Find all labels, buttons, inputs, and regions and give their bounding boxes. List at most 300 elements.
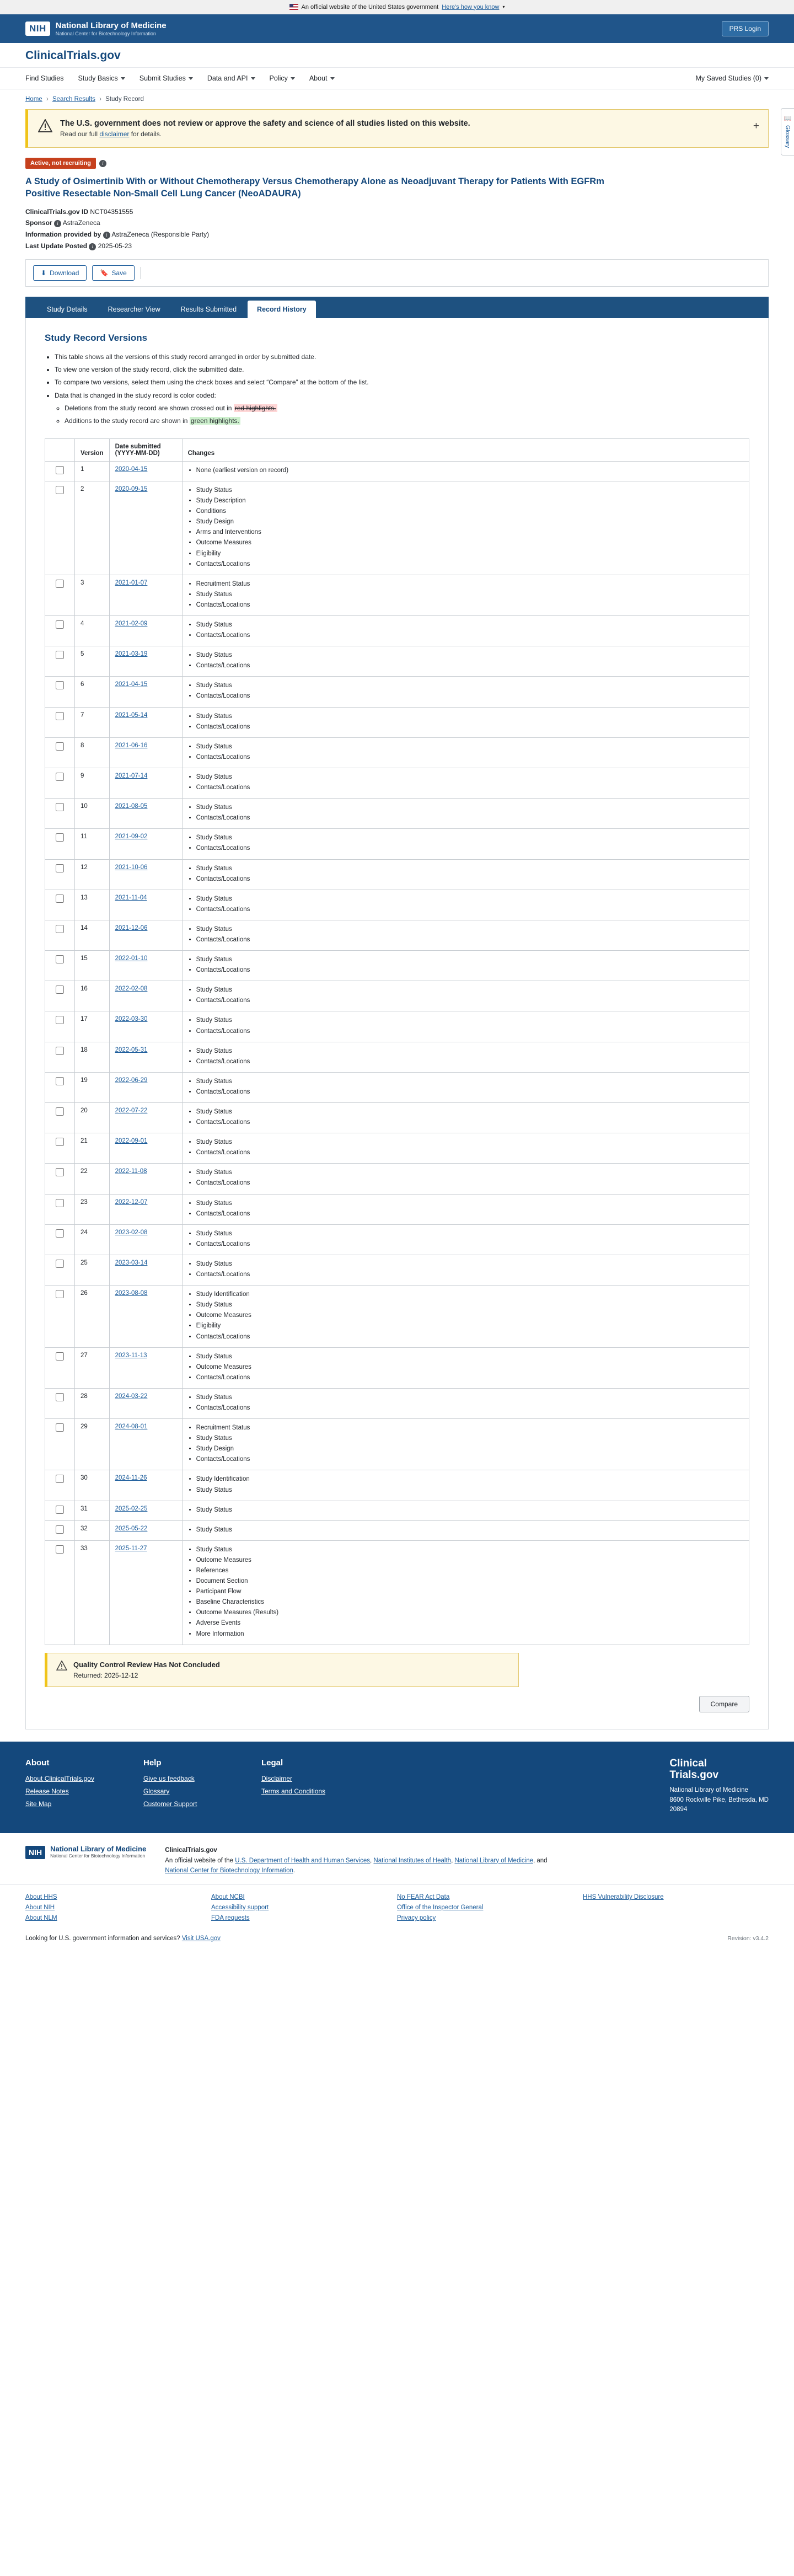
footer-link-about-ncbi[interactable]: About NCBI bbox=[211, 1894, 245, 1901]
version-checkbox[interactable] bbox=[56, 1107, 64, 1116]
row-select-cell bbox=[45, 1540, 75, 1645]
footer-link-no-fear-act[interactable]: No FEAR Act Data bbox=[397, 1894, 450, 1901]
intro-list bbox=[55, 352, 749, 426]
version-date-link[interactable]: 2023-02-08 bbox=[115, 1229, 148, 1236]
download-icon: ⬇ bbox=[41, 269, 47, 277]
change-item: • None (earliest version on record) bbox=[196, 466, 743, 475]
alert-title: The U.S. government does not review or approve the safety and science of all studies listed on this website. bbox=[60, 119, 470, 128]
version-changes-cell bbox=[182, 1501, 749, 1520]
footer-bottom-text: Looking for U.S. government information and services? bbox=[25, 1935, 180, 1942]
version-date-link[interactable]: 2021-03-19 bbox=[115, 651, 148, 658]
change-item: • Study Status bbox=[196, 1229, 743, 1238]
version-date-link[interactable]: 2020-09-15 bbox=[115, 485, 148, 492]
version-number-cell: 23 bbox=[75, 1194, 110, 1224]
version-date-link[interactable]: 2022-12-07 bbox=[115, 1198, 148, 1206]
change-item: • Outcome Measures bbox=[196, 538, 743, 547]
change-item: • Study Status bbox=[196, 1138, 743, 1147]
column-header-version: Version bbox=[75, 438, 110, 461]
version-checkbox[interactable] bbox=[56, 986, 64, 994]
tab-study-details[interactable]: Study Details bbox=[47, 305, 88, 313]
version-checkbox[interactable] bbox=[56, 1138, 64, 1146]
version-checkbox[interactable] bbox=[56, 1290, 64, 1298]
change-item: • Study Status bbox=[196, 1506, 743, 1514]
version-date-link[interactable]: 2022-03-30 bbox=[115, 1016, 148, 1023]
version-date-link[interactable]: 2021-01-07 bbox=[115, 579, 148, 586]
version-date-link[interactable]: 2023-03-14 bbox=[115, 1259, 148, 1266]
change-item: • Outcome Measures bbox=[196, 1556, 743, 1565]
compare-button[interactable]: Compare bbox=[699, 1696, 749, 1712]
version-number-cell: 26 bbox=[75, 1286, 110, 1347]
change-item: • More Information bbox=[196, 1630, 743, 1638]
sponsor-label: Sponsor bbox=[25, 218, 52, 227]
table-row bbox=[45, 737, 749, 768]
change-item: • Study Identification bbox=[196, 1290, 743, 1299]
table-row bbox=[45, 1347, 749, 1388]
version-date-link[interactable]: 2021-09-02 bbox=[115, 833, 148, 840]
version-number-cell: 32 bbox=[75, 1520, 110, 1540]
change-item: • Contacts/Locations bbox=[196, 875, 743, 883]
chevron-down-icon bbox=[251, 77, 255, 80]
change-item: • Contacts/Locations bbox=[196, 1404, 743, 1412]
change-item: • Study Identification bbox=[196, 1475, 743, 1484]
row-select-cell bbox=[45, 920, 75, 950]
change-item: • Contacts/Locations bbox=[196, 601, 743, 609]
version-date-link[interactable]: 2024-03-22 bbox=[115, 1393, 148, 1400]
info-icon[interactable]: i bbox=[99, 160, 106, 167]
version-checkbox[interactable] bbox=[56, 1545, 64, 1554]
version-date-link[interactable]: 2022-09-01 bbox=[115, 1138, 148, 1145]
version-checkbox[interactable] bbox=[56, 773, 64, 781]
version-number-cell: 8 bbox=[75, 737, 110, 768]
footer-link-privacy-policy[interactable]: Privacy policy bbox=[397, 1915, 436, 1922]
version-changes-cell bbox=[182, 481, 749, 575]
nav-item-find-studies[interactable] bbox=[25, 74, 63, 82]
footer-link-site-map[interactable]: Site Map bbox=[25, 1800, 52, 1808]
row-select-cell bbox=[45, 1520, 75, 1540]
version-checkbox[interactable] bbox=[56, 1016, 64, 1024]
version-checkbox[interactable] bbox=[56, 1260, 64, 1268]
version-changes-cell bbox=[182, 1470, 749, 1501]
breadcrumb-separator: › bbox=[46, 96, 49, 103]
version-number-cell: 13 bbox=[75, 890, 110, 920]
version-date-cell bbox=[109, 1419, 182, 1470]
version-date-cell bbox=[109, 1388, 182, 1418]
version-checkbox[interactable] bbox=[56, 925, 64, 933]
version-checkbox[interactable] bbox=[56, 1506, 64, 1514]
footer-link-nlm[interactable]: National Library of Medicine bbox=[454, 1857, 533, 1864]
version-date-cell bbox=[109, 1011, 182, 1042]
version-date-link[interactable]: 2021-04-15 bbox=[115, 681, 148, 688]
footer-link-nih[interactable]: National Institutes of Health bbox=[373, 1857, 452, 1864]
version-checkbox[interactable] bbox=[56, 1229, 64, 1238]
footer-link-inspector-general[interactable]: Office of the Inspector General bbox=[397, 1904, 484, 1911]
version-date-link[interactable]: 2025-02-25 bbox=[115, 1505, 148, 1512]
last-update-row bbox=[25, 242, 769, 250]
nlm-logo[interactable] bbox=[25, 1845, 146, 1859]
version-changes-cell bbox=[182, 1133, 749, 1164]
table-row bbox=[45, 1470, 749, 1501]
version-date-link[interactable]: 2022-07-22 bbox=[115, 1107, 148, 1114]
version-date-cell bbox=[109, 1501, 182, 1520]
change-item: • Study Status bbox=[196, 486, 743, 495]
nlm-title: National Library of Medicine bbox=[50, 1845, 147, 1854]
version-checkbox[interactable] bbox=[56, 466, 64, 474]
version-number-cell: 7 bbox=[75, 707, 110, 737]
table-row bbox=[45, 799, 749, 829]
footer-link-disclaimer[interactable]: Disclaimer bbox=[261, 1774, 293, 1782]
version-number-cell: 19 bbox=[75, 1072, 110, 1102]
glossary-tab-label: Glossary bbox=[784, 125, 791, 148]
site-brand-title[interactable]: ClinicalTrials.gov bbox=[25, 49, 121, 62]
version-checkbox[interactable] bbox=[56, 1423, 64, 1432]
version-date-link[interactable]: 2021-07-14 bbox=[115, 772, 148, 779]
version-date-cell bbox=[109, 981, 182, 1011]
legend-item-additions bbox=[65, 416, 749, 426]
official-text-prefix: An official website of the bbox=[165, 1857, 235, 1864]
change-item: • Contacts/Locations bbox=[196, 692, 743, 700]
version-date-link[interactable]: 2021-05-14 bbox=[115, 711, 148, 719]
version-checkbox[interactable] bbox=[56, 833, 64, 842]
version-changes-cell bbox=[182, 829, 749, 859]
version-changes-cell bbox=[182, 981, 749, 1011]
gov-banner-howyouknow-link[interactable]: Here's how you know bbox=[442, 3, 500, 10]
row-select-cell bbox=[45, 707, 75, 737]
footer-link-about-clinicaltrials[interactable]: About ClinicalTrials.gov bbox=[25, 1774, 94, 1782]
version-date-cell bbox=[109, 461, 182, 481]
info-icon[interactable]: i bbox=[54, 220, 61, 227]
information-provided-label: Information provided by bbox=[25, 230, 101, 238]
nav-item-about[interactable] bbox=[309, 74, 335, 82]
version-checkbox[interactable] bbox=[56, 955, 64, 963]
row-select-cell bbox=[45, 1419, 75, 1470]
footer-brand-address2: 20894 bbox=[669, 1806, 688, 1813]
version-checkbox[interactable] bbox=[56, 1393, 64, 1401]
version-changes-cell bbox=[182, 1042, 749, 1072]
version-number-cell: 6 bbox=[75, 677, 110, 707]
record-history-panel bbox=[25, 318, 769, 1729]
disclaimer-link[interactable]: disclaimer bbox=[99, 130, 130, 138]
version-changes-cell bbox=[182, 1255, 749, 1285]
legend-highlight-green: green highlights. bbox=[190, 417, 239, 425]
change-item: • Contacts/Locations bbox=[196, 1088, 743, 1096]
version-changes-cell bbox=[182, 1011, 749, 1042]
breadcrumb-home[interactable]: Home bbox=[25, 96, 42, 103]
change-item: • Contacts/Locations bbox=[196, 1057, 743, 1066]
version-checkbox[interactable] bbox=[56, 895, 64, 903]
version-checkbox[interactable] bbox=[56, 651, 64, 659]
version-checkbox[interactable] bbox=[56, 1352, 64, 1361]
version-number-cell: 21 bbox=[75, 1133, 110, 1164]
nav-item-policy[interactable] bbox=[270, 74, 295, 82]
chevron-down-icon bbox=[330, 77, 335, 80]
change-item: • Contacts/Locations bbox=[196, 722, 743, 731]
version-checkbox[interactable] bbox=[56, 1525, 64, 1534]
table-row bbox=[45, 920, 749, 950]
table-row bbox=[45, 859, 749, 890]
change-item: • Study Status bbox=[196, 955, 743, 964]
change-item: • Study Status bbox=[196, 864, 743, 873]
version-date-cell bbox=[109, 737, 182, 768]
version-date-link[interactable]: 2022-05-31 bbox=[115, 1046, 148, 1053]
version-date-link[interactable]: 2022-11-08 bbox=[115, 1168, 147, 1175]
version-date-cell bbox=[109, 481, 182, 575]
sep: , bbox=[451, 1857, 455, 1864]
chevron-down-icon bbox=[291, 77, 295, 80]
change-item: • Adverse Events bbox=[196, 1619, 743, 1627]
footer-link-usagov[interactable]: Visit USA.gov bbox=[181, 1935, 221, 1942]
intro-item: • This table shows all the versions of this study record arranged in order by submitted date. bbox=[55, 352, 749, 362]
download-label: Download bbox=[50, 269, 79, 277]
table-row bbox=[45, 1520, 749, 1540]
version-checkbox[interactable] bbox=[56, 486, 64, 494]
legend-prefix: Additions to the study record are shown in bbox=[65, 417, 190, 425]
tab-record-history[interactable]: Record History bbox=[248, 301, 316, 318]
change-item: • Study Status bbox=[196, 833, 743, 842]
prs-login-button[interactable]: PRS Login bbox=[722, 21, 769, 36]
footer-bottom bbox=[0, 1931, 794, 1951]
footer-link-about-hhs[interactable]: About HHS bbox=[25, 1894, 57, 1901]
version-number-cell: 25 bbox=[75, 1255, 110, 1285]
change-item: • Contacts/Locations bbox=[196, 1148, 743, 1157]
version-changes-cell bbox=[182, 799, 749, 829]
nav-item-study-basics[interactable] bbox=[78, 74, 125, 82]
action-divider bbox=[140, 267, 141, 279]
footer-link-hhs[interactable]: U.S. Department of Health and Human Services bbox=[235, 1857, 371, 1864]
version-number-cell: 22 bbox=[75, 1164, 110, 1194]
table-row bbox=[45, 1224, 749, 1255]
tab-results-submitted[interactable]: Results Submitted bbox=[180, 305, 237, 313]
change-item: • Arms and Interventions bbox=[196, 528, 743, 537]
change-item: • Study Status bbox=[196, 986, 743, 994]
info-icon[interactable]: i bbox=[103, 232, 110, 239]
glossary-tab[interactable] bbox=[781, 108, 794, 156]
change-item: • Contacts/Locations bbox=[196, 753, 743, 762]
footer-brand-address1: 8600 Rockville Pike, Bethesda, MD bbox=[669, 1796, 769, 1803]
table-row bbox=[45, 616, 749, 646]
nav-item-submit-studies[interactable] bbox=[140, 74, 193, 82]
change-item: • Contacts/Locations bbox=[196, 813, 743, 822]
version-date-link[interactable]: 2023-08-08 bbox=[115, 1290, 148, 1297]
version-changes-cell bbox=[182, 1388, 749, 1418]
change-item: • Contacts/Locations bbox=[196, 1118, 743, 1127]
version-date-link[interactable]: 2021-08-05 bbox=[115, 803, 148, 810]
bookmark-icon: 🔖 bbox=[100, 269, 109, 277]
version-number-cell: 2 bbox=[75, 481, 110, 575]
table-row bbox=[45, 1011, 749, 1042]
change-item: • Study Status bbox=[196, 1300, 743, 1309]
version-number-cell: 4 bbox=[75, 616, 110, 646]
table-row bbox=[45, 1388, 749, 1418]
table-row bbox=[45, 707, 749, 737]
version-date-cell bbox=[109, 707, 182, 737]
row-select-cell bbox=[45, 461, 75, 481]
table-row bbox=[45, 981, 749, 1011]
change-item: • Study Status bbox=[196, 1393, 743, 1402]
nih-header bbox=[0, 14, 794, 43]
version-number-cell: 11 bbox=[75, 829, 110, 859]
table-row bbox=[45, 1042, 749, 1072]
version-checkbox[interactable] bbox=[56, 742, 64, 751]
change-item: • Study Status bbox=[196, 590, 743, 599]
version-changes-cell bbox=[182, 920, 749, 950]
version-date-link[interactable]: 2021-12-06 bbox=[115, 924, 148, 931]
footer-link-hhs-vulnerability-disclosure[interactable]: HHS Vulnerability Disclosure bbox=[583, 1894, 664, 1901]
tab-bar bbox=[25, 297, 769, 318]
version-checkbox[interactable] bbox=[56, 681, 64, 689]
version-checkbox[interactable] bbox=[56, 864, 64, 872]
footer-site-name: ClinicalTrials.gov bbox=[165, 1847, 217, 1854]
sponsor-value: AstraZeneca bbox=[62, 218, 100, 227]
version-changes-cell bbox=[182, 951, 749, 981]
footer-heading: Legal bbox=[261, 1758, 283, 1768]
save-button[interactable] bbox=[92, 265, 134, 281]
version-date-cell bbox=[109, 1347, 182, 1388]
footer-column-about bbox=[25, 1758, 108, 1815]
row-select-cell bbox=[45, 1501, 75, 1520]
table-row bbox=[45, 1540, 749, 1645]
version-date-cell bbox=[109, 616, 182, 646]
footer-link-foia-requests[interactable]: FDA requests bbox=[211, 1915, 250, 1922]
change-item: • Outcome Measures bbox=[196, 1363, 743, 1372]
version-date-link[interactable]: 2021-02-09 bbox=[115, 620, 148, 627]
version-number-cell: 33 bbox=[75, 1540, 110, 1645]
footer-link-terms[interactable]: Terms and Conditions bbox=[261, 1787, 326, 1795]
change-item: • Contacts/Locations bbox=[196, 560, 743, 569]
footer-link-customer-support[interactable]: Customer Support bbox=[143, 1800, 197, 1808]
change-item: • Study Status bbox=[196, 773, 743, 781]
table-row bbox=[45, 1103, 749, 1133]
table-row bbox=[45, 575, 749, 615]
version-checkbox[interactable] bbox=[56, 620, 64, 629]
information-provided-value: AstraZeneca (Responsible Party) bbox=[111, 230, 210, 238]
footer-links-col-2 bbox=[211, 1894, 397, 1925]
chevron-down-icon bbox=[764, 77, 769, 80]
warning-icon bbox=[56, 1661, 67, 1672]
version-checkbox[interactable] bbox=[56, 1168, 64, 1176]
version-checkbox[interactable] bbox=[56, 803, 64, 811]
version-checkbox[interactable] bbox=[56, 1199, 64, 1207]
version-date-cell bbox=[109, 1470, 182, 1501]
nav-label: Data and API bbox=[207, 74, 248, 82]
breadcrumb-search-results[interactable]: Search Results bbox=[52, 96, 95, 103]
table-row bbox=[45, 890, 749, 920]
last-update-value: 2025-05-23 bbox=[98, 242, 132, 250]
footer-nlm-strip bbox=[0, 1833, 794, 1885]
gov-banner bbox=[0, 0, 794, 14]
row-select-cell bbox=[45, 1164, 75, 1194]
version-changes-cell bbox=[182, 1540, 749, 1645]
column-header-select bbox=[45, 438, 75, 461]
row-select-cell bbox=[45, 951, 75, 981]
change-item: • Study Description bbox=[196, 496, 743, 505]
chevron-down-icon[interactable]: ▾ bbox=[502, 4, 505, 9]
table-row bbox=[45, 646, 749, 677]
row-select-cell bbox=[45, 1224, 75, 1255]
version-number-cell: 29 bbox=[75, 1419, 110, 1470]
nih-logo[interactable]: NIH bbox=[25, 22, 50, 36]
change-item: • Study Status bbox=[196, 1199, 743, 1208]
footer-link-about-nlm[interactable]: About NLM bbox=[25, 1915, 57, 1922]
footer-link-accessibility-support[interactable]: Accessibility support bbox=[211, 1904, 269, 1911]
version-date-cell bbox=[109, 1255, 182, 1285]
change-item: • Contacts/Locations bbox=[196, 1209, 743, 1218]
version-date-link[interactable]: 2020-04-15 bbox=[115, 465, 148, 473]
my-saved-studies-link[interactable] bbox=[696, 74, 769, 82]
version-date-link[interactable]: 2021-10-06 bbox=[115, 864, 148, 871]
information-provided-row bbox=[25, 231, 769, 239]
nav-item-data-and-api[interactable] bbox=[207, 74, 255, 82]
version-number-cell: 16 bbox=[75, 981, 110, 1011]
footer-link-ncbi[interactable]: National Center for Biotechnology Information bbox=[165, 1867, 293, 1874]
alert-expand-icon[interactable]: + bbox=[753, 120, 759, 132]
change-item: • Outcome Measures bbox=[196, 1311, 743, 1320]
version-date-link[interactable]: 2021-06-16 bbox=[115, 742, 148, 749]
version-checkbox[interactable] bbox=[56, 580, 64, 588]
status-row bbox=[25, 158, 769, 169]
version-changes-cell bbox=[182, 1347, 749, 1388]
version-date-link[interactable]: 2024-08-01 bbox=[115, 1423, 148, 1431]
change-item: • Study Status bbox=[196, 742, 743, 751]
change-item: • Study Status bbox=[196, 1016, 743, 1025]
brand-bar bbox=[0, 43, 794, 67]
change-item: • Study Status bbox=[196, 803, 743, 812]
version-date-link[interactable]: 2024-11-26 bbox=[115, 1475, 147, 1482]
footer-link-about-nih[interactable]: About NIH bbox=[25, 1904, 55, 1911]
version-checkbox[interactable] bbox=[56, 1047, 64, 1055]
version-date-cell bbox=[109, 1042, 182, 1072]
footer-link-glossary[interactable]: Glossary bbox=[143, 1787, 170, 1795]
footer-brand bbox=[669, 1758, 769, 1815]
save-label: Save bbox=[111, 269, 127, 277]
version-checkbox[interactable] bbox=[56, 1077, 64, 1085]
version-changes-cell bbox=[182, 737, 749, 768]
tab-researcher-view[interactable]: Researcher View bbox=[108, 305, 160, 313]
footer-link-give-feedback[interactable]: Give us feedback bbox=[143, 1774, 195, 1782]
version-date-link[interactable]: 2023-11-13 bbox=[115, 1352, 147, 1359]
info-icon[interactable]: i bbox=[89, 243, 96, 250]
version-date-cell bbox=[109, 677, 182, 707]
version-date-link[interactable]: 2022-01-10 bbox=[115, 955, 148, 962]
change-item: • Contacts/Locations bbox=[196, 661, 743, 670]
change-item: • Conditions bbox=[196, 507, 743, 516]
change-item: • Study Design bbox=[196, 1444, 743, 1453]
sponsor-row bbox=[25, 219, 769, 227]
quality-notice-subtitle: Returned: 2025-12-12 bbox=[73, 1671, 138, 1679]
version-number-cell: 3 bbox=[75, 575, 110, 615]
row-select-cell bbox=[45, 829, 75, 859]
version-date-link[interactable]: 2021-11-04 bbox=[115, 894, 147, 901]
change-item: • Contacts/Locations bbox=[196, 996, 743, 1005]
download-button[interactable] bbox=[33, 265, 87, 281]
version-date-link[interactable]: 2025-05-22 bbox=[115, 1525, 148, 1532]
version-checkbox[interactable] bbox=[56, 712, 64, 720]
footer-link-release-notes[interactable]: Release Notes bbox=[25, 1787, 69, 1795]
row-select-cell bbox=[45, 981, 75, 1011]
version-date-link[interactable]: 2022-02-08 bbox=[115, 986, 148, 993]
version-date-link[interactable]: 2025-11-27 bbox=[115, 1545, 147, 1552]
table-header-row bbox=[45, 438, 749, 461]
footer-links-col-3 bbox=[397, 1894, 583, 1925]
version-checkbox[interactable] bbox=[56, 1475, 64, 1483]
row-select-cell bbox=[45, 1255, 75, 1285]
version-date-link[interactable]: 2022-06-29 bbox=[115, 1077, 148, 1084]
change-item: • Contacts/Locations bbox=[196, 1240, 743, 1249]
version-number-cell: 12 bbox=[75, 859, 110, 890]
change-item: • References bbox=[196, 1566, 743, 1575]
footer-links-col-1 bbox=[25, 1894, 211, 1925]
section-heading: Study Record Versions bbox=[45, 332, 148, 343]
version-number-cell: 1 bbox=[75, 461, 110, 481]
